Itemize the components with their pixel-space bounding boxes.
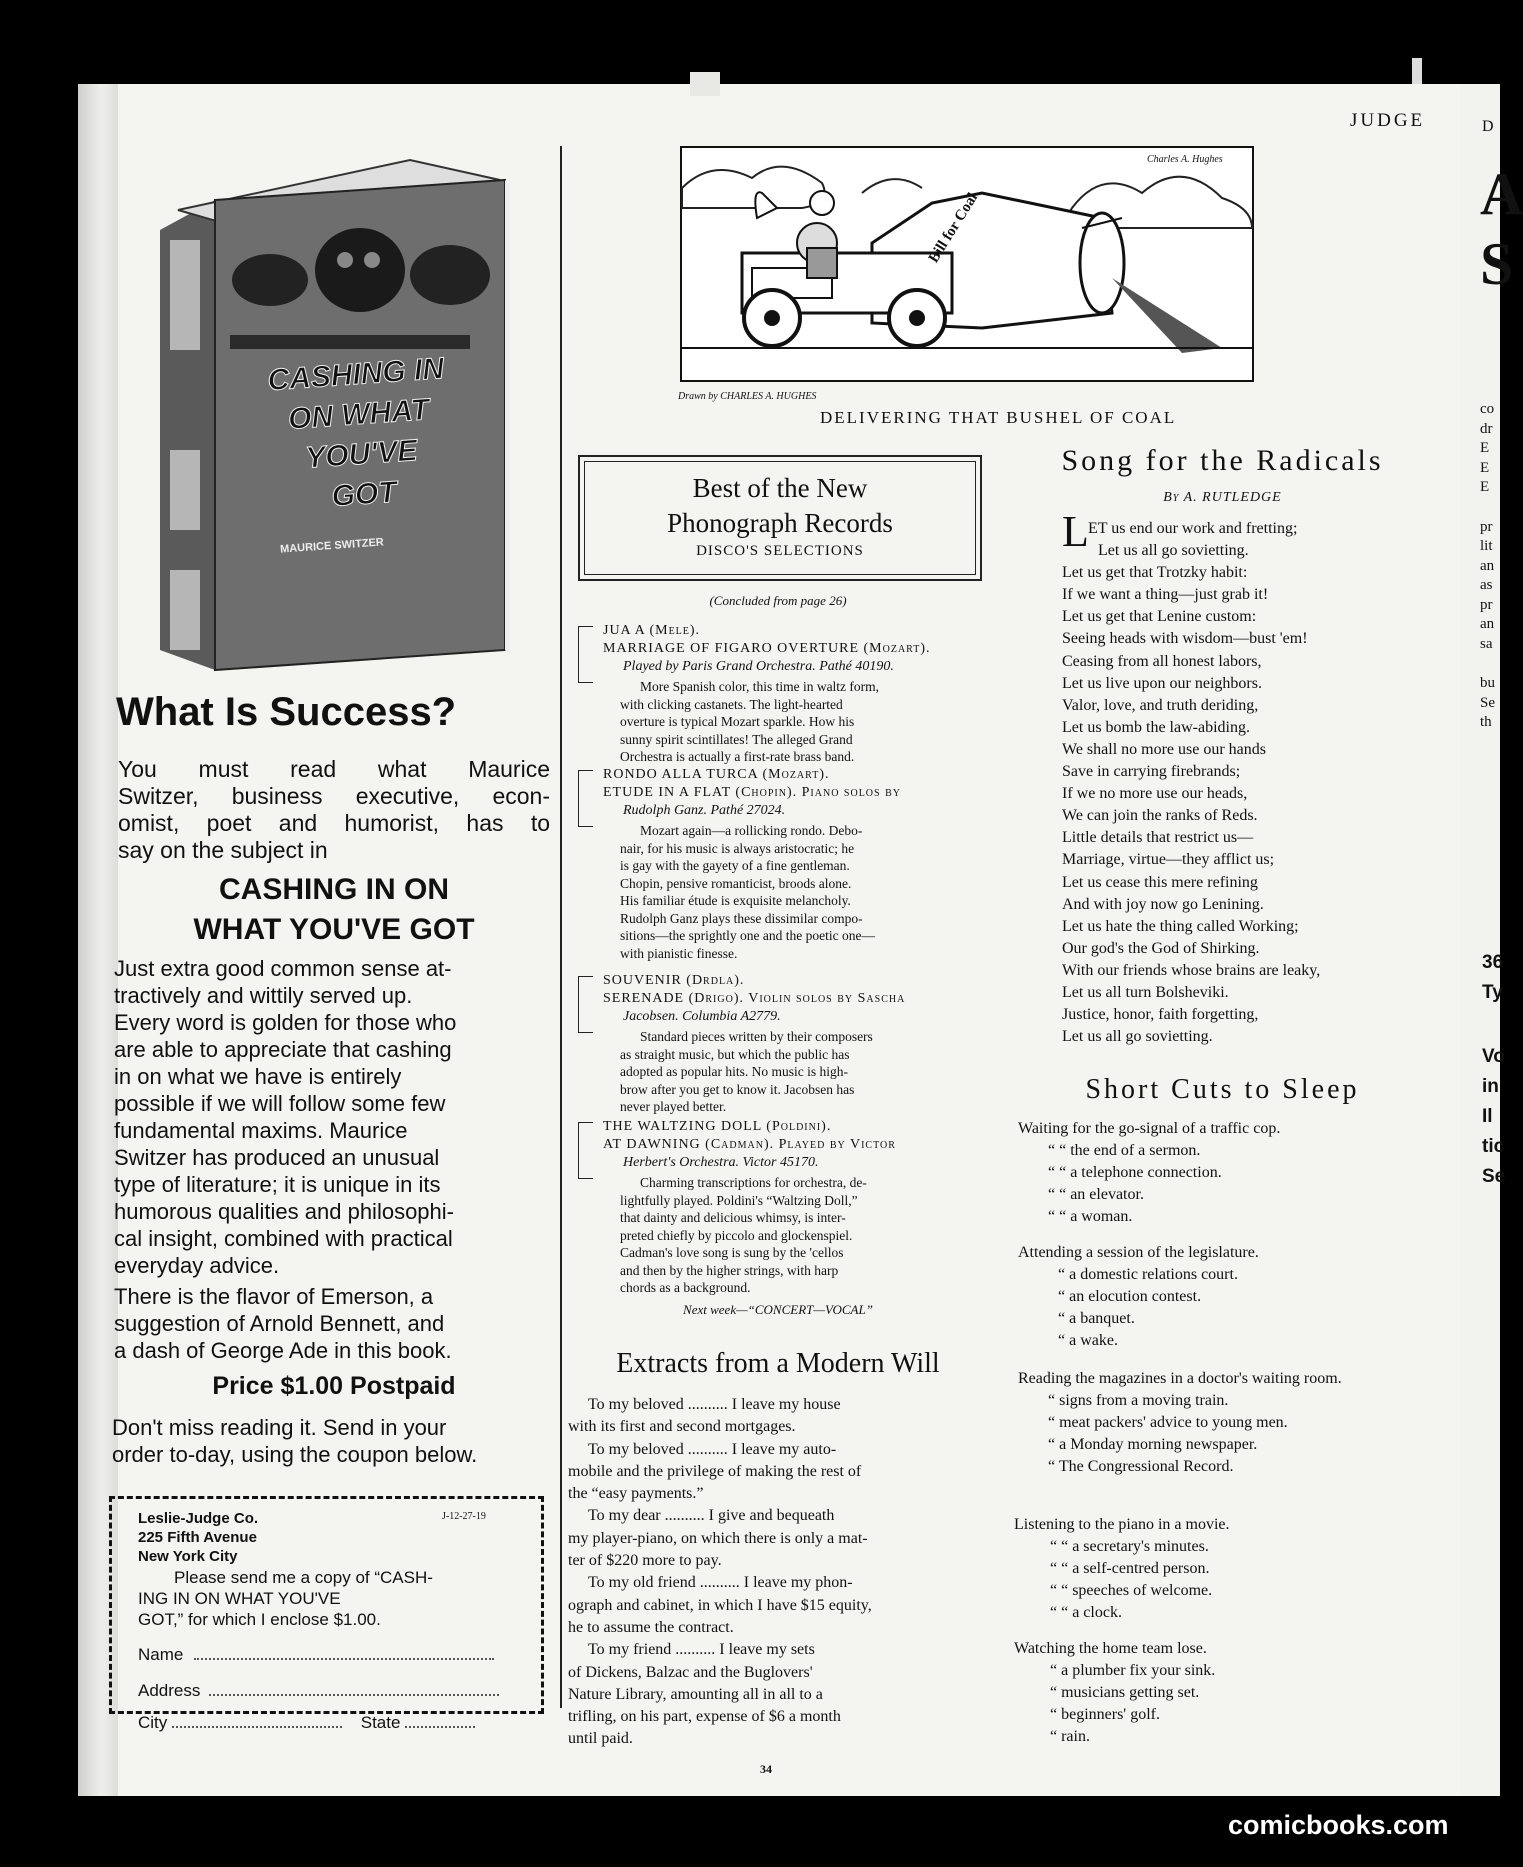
- sack-word: Coal: [951, 190, 982, 225]
- record-review-2: [620, 822, 980, 962]
- coupon-address-label: Address: [138, 1681, 201, 1700]
- ad-intro-line: omist, poet and humorist, has to: [118, 810, 550, 836]
- song-line: Let us hate the thing called Working;: [1062, 917, 1299, 935]
- record-review-line: preted chiefly by piccolo and glockenspiel.: [620, 1227, 853, 1243]
- song-line: Valor, love, and truth deriding,: [1062, 696, 1259, 714]
- sleep-item: “ a banquet.: [1058, 1310, 1135, 1327]
- coupon-company-line: Leslie-Judge Co.: [138, 1510, 259, 1527]
- sleep-item: “ “ a telephone connection.: [1048, 1164, 1222, 1181]
- sleep-item: “ meat packers' advice to young men.: [1048, 1414, 1288, 1431]
- fragment: an: [1480, 616, 1495, 632]
- ad-body-line: type of literature; it is unique in its: [114, 1172, 441, 1197]
- sleep-item: “ a plumber fix your sink.: [1050, 1662, 1216, 1679]
- sleep-item: “ “ speeches of welcome.: [1050, 1582, 1213, 1599]
- song-line: Let us all go sovietting.: [1098, 542, 1249, 560]
- sack-word: for: [939, 218, 964, 244]
- sleep-head: Listening to the piano in a movie.: [1014, 1516, 1230, 1533]
- record-review-line: overture is typical Mozart sparkle. How his: [620, 714, 855, 729]
- coupon-name-field[interactable]: [138, 1645, 528, 1665]
- will-title: Extracts from a Modern Will: [616, 1348, 940, 1379]
- record-listing-line: THE WALTZING DOLL (Poldini).: [603, 1119, 832, 1134]
- song-line: With our friends whose brains are leaky,: [1062, 961, 1321, 979]
- sleep-item: “ an elocution contest.: [1058, 1288, 1202, 1305]
- cartoon-caption: DELIVERING THAT BUSHEL OF COAL: [820, 408, 1177, 427]
- book-cover-title: [235, 347, 486, 523]
- entry-bracket: [578, 1122, 593, 1179]
- cartoon-signature: Charles A. Hughes: [1147, 154, 1223, 165]
- ad-body-2: [114, 1283, 550, 1364]
- book-cover-title-line: YOU'VE: [304, 434, 419, 475]
- will-line: To my beloved .......... I leave my auto-: [588, 1440, 837, 1458]
- sleep-head: Watching the home team lose.: [1014, 1640, 1207, 1657]
- song-line: Let us get that Trotzky habit:: [1062, 564, 1248, 582]
- will-line: the “easy payments.”: [568, 1485, 704, 1503]
- coupon-name-label: Name: [138, 1645, 184, 1664]
- ad-body-line: Switzer has produced an unusual: [114, 1145, 440, 1170]
- fragment: Il: [1482, 1106, 1493, 1127]
- fragment: E: [1480, 440, 1490, 456]
- record-review-line: as straight music, but which the public has: [620, 1046, 850, 1062]
- fragment: E: [1480, 459, 1490, 476]
- ad-body-line: humorous qualities and philosophi-: [114, 1199, 454, 1224]
- coupon-state-label: State: [360, 1713, 401, 1732]
- coupon-company-line: New York City: [138, 1548, 238, 1565]
- coupon-request-line: ING IN ON WHAT YOU'VE: [138, 1589, 341, 1608]
- sleep-item: “ “ a woman.: [1048, 1208, 1133, 1225]
- song-line: Ceasing from all honest labors,: [1062, 652, 1262, 670]
- sleep-head: Waiting for the go-signal of a traffic cop.: [1018, 1120, 1281, 1137]
- sleep-item: “ rain.: [1050, 1728, 1090, 1745]
- sleep-item: “ signs from a moving train.: [1048, 1392, 1229, 1409]
- facing-page-strip: [1460, 84, 1500, 1796]
- ad-body-line: tractively and wittily served up.: [114, 983, 413, 1008]
- ad-cta-line: Don't miss reading it. Send in your: [112, 1415, 447, 1440]
- sleep-item: “ “ a secretary's minutes.: [1050, 1538, 1209, 1555]
- fragment: tic: [1482, 1136, 1505, 1157]
- fragment: co: [1480, 401, 1495, 417]
- records-title-line: Best of the New: [692, 473, 868, 503]
- cartoon-illustration: [680, 146, 1254, 382]
- binder-clip-right: [1412, 58, 1422, 84]
- ad-body-line: in on what we have is entirely: [114, 1064, 402, 1089]
- will-line: To my friend .......... I leave my sets: [588, 1641, 815, 1659]
- ad-book-title-line: CASHING IN ON: [218, 873, 449, 906]
- ad-call-to-action: [112, 1414, 550, 1468]
- record-review-line: chords as a background.: [620, 1280, 751, 1295]
- record-listing-line: RONDO ALLA TURCA (Mozart).: [603, 767, 830, 782]
- song-line: Let us all go sovietting.: [1062, 1028, 1213, 1046]
- sleep-title: Short Cuts to Sleep: [1085, 1074, 1360, 1105]
- record-listing-line: MARRIAGE OF FIGARO OVERTURE (Mozart).: [603, 641, 931, 656]
- sleep-group-2: [1018, 1242, 1438, 1352]
- fragment: Se: [1480, 694, 1495, 711]
- entry-bracket: [578, 976, 593, 1033]
- record-review-line: that dainty and delicious whimsy, is inter-: [620, 1210, 846, 1225]
- record-review-line: brow after you get to know it. Jacobsen has: [620, 1081, 855, 1097]
- record-review-line: is gay with the gayety of a fine gentleman.: [620, 858, 850, 873]
- coal-truck-drawing: [682, 148, 1252, 380]
- record-review-line: adopted as popular hits. No music is high-: [620, 1064, 848, 1079]
- song-line: Our god's the God of Shirking.: [1062, 939, 1260, 957]
- ad-intro-line: Switzer, business executive, econ-: [118, 783, 550, 809]
- record-entry-1: [603, 622, 981, 676]
- record-review-line: sitions—the sprightly one and the poetic one—: [620, 928, 875, 943]
- ad-body-line: Every word is golden for those who: [114, 1010, 457, 1035]
- ad-body-line: a dash of George Ade in this book.: [114, 1338, 452, 1363]
- song-line: Let us live upon our neighbors.: [1062, 674, 1262, 692]
- record-review-line: with pianistic finesse.: [620, 945, 738, 961]
- will-line: he to assume the contract.: [568, 1618, 734, 1636]
- record-review-line: with clicking castanets. The light-hearted: [620, 696, 843, 712]
- record-listing-line: JUA A (Mele).: [603, 623, 701, 638]
- sleep-item: “ a wake.: [1058, 1332, 1118, 1349]
- will-body: [568, 1394, 973, 1751]
- will-line: trifling, on his part, expense of $6 a month: [568, 1708, 841, 1726]
- fragment: as: [1480, 577, 1493, 593]
- sleep-item: “ “ a self-centred person.: [1050, 1560, 1210, 1577]
- song-line: Little details that restrict us—: [1062, 829, 1254, 847]
- ad-body-1: [114, 955, 550, 1279]
- book-cover-author: MAURICE SWITZER: [279, 536, 385, 556]
- song-line: We shall no more use our hands: [1062, 740, 1266, 758]
- song-line: We can join the ranks of Reds.: [1062, 807, 1258, 825]
- coupon-company-line: 225 Fifth Avenue: [138, 1529, 257, 1546]
- right-page-text-fragments: [1480, 400, 1495, 733]
- will-line: To my old friend .......... I leave my phon-: [588, 1574, 853, 1592]
- fragment: in: [1482, 1076, 1499, 1097]
- sleep-item: “ a Monday morning newspaper.: [1048, 1436, 1258, 1453]
- ad-book-title: [118, 870, 550, 950]
- song-line: Let us bomb the law-abiding.: [1062, 718, 1250, 736]
- sleep-item: “ musicians getting set.: [1050, 1684, 1200, 1701]
- cartoon-credit: Drawn by CHARLES A. HUGHES: [678, 391, 817, 402]
- song-line: If we want a thing—just grab it!: [1062, 586, 1269, 604]
- record-review-line: More Spanish color, this time in waltz form,: [640, 679, 880, 694]
- ad-price: Price $1.00 Postpaid: [212, 1372, 456, 1400]
- record-review-line: Orchestra is actually a first-rate brass band.: [620, 749, 855, 764]
- column-divider-left: [560, 146, 562, 1708]
- ad-intro-line: You must read what Maurice: [118, 756, 550, 782]
- records-next-week: Next week—“CONCERT—VOCAL”: [683, 1302, 873, 1317]
- record-review-4: [620, 1174, 980, 1297]
- record-listing-line: Jacobsen. Columbia A2779.: [623, 1009, 781, 1024]
- book-illustration: [160, 150, 510, 670]
- record-listing-line: Played by Paris Grand Orchestra. Pathé 40190.: [623, 659, 894, 674]
- record-review-line: nair, for his music is always aristocratic; he: [620, 840, 855, 856]
- coupon-request-line: GOT,” for which I enclose $1.00.: [138, 1610, 381, 1629]
- song-byline: By A. RUTLEDGE: [1163, 490, 1282, 505]
- records-concluded-note: (Concluded from page 26): [709, 593, 847, 608]
- book-cover-title-line: CASHING IN: [266, 352, 446, 398]
- book-cover-title-line: ON WHAT: [287, 393, 431, 436]
- ad-body-line: possible if we will follow some few: [114, 1091, 446, 1116]
- fragment: bu: [1480, 675, 1495, 691]
- song-line: If we no more use our heads,: [1062, 785, 1248, 803]
- coupon-request-line: Please send me a copy of “CASH-: [174, 1568, 433, 1587]
- sleep-item: “ “ a clock.: [1050, 1604, 1122, 1621]
- fragment: dr: [1480, 420, 1493, 437]
- will-line: ter of $220 more to pay.: [568, 1552, 722, 1570]
- right-page-big-letter-2: S: [1480, 231, 1514, 297]
- records-title: [580, 471, 980, 541]
- ad-body-line: Just extra good common sense at-: [114, 956, 452, 981]
- fragment: lit: [1480, 538, 1493, 554]
- song-body: [1062, 518, 1442, 1048]
- song-title: Song for the Radicals: [1061, 444, 1384, 477]
- book-cover-title-line: GOT: [330, 475, 398, 514]
- binder-clip: [690, 72, 720, 96]
- record-review-line: Standard pieces written by their composers: [640, 1029, 873, 1044]
- ad-intro-line: say on the subject in: [118, 837, 328, 863]
- sleep-item: “ The Congressional Record.: [1048, 1458, 1234, 1475]
- coupon-company: [138, 1509, 258, 1566]
- record-listing-line: SOUVENIR (Drdla).: [603, 973, 745, 988]
- song-line: Let us get that Lenine custom:: [1062, 608, 1257, 626]
- sleep-item: “ “ an elevator.: [1048, 1186, 1144, 1203]
- coupon-request: [138, 1567, 528, 1630]
- record-review-1: [620, 678, 980, 766]
- record-listing-line: SERENADE (Drigo). Violin solos by Sascha: [603, 991, 906, 1006]
- record-entry-4: [603, 1118, 981, 1172]
- fragment: pr: [1480, 518, 1493, 535]
- will-line: my player-piano, on which there is only a mat-: [568, 1529, 868, 1547]
- ad-intro: [118, 756, 550, 864]
- song-line: And with joy now go Lenining.: [1062, 895, 1264, 913]
- song-line: Let us cease this mere refining: [1062, 873, 1258, 891]
- record-review-line: Chopin, pensive romanticist, broods alone.: [620, 875, 852, 891]
- record-review-line: Cadman's love song is sung by the 'cellos: [620, 1245, 844, 1260]
- sleep-head: Reading the magazines in a doctor's waiting room.: [1018, 1370, 1342, 1387]
- ad-body-line: cal insight, combined with practical: [114, 1226, 453, 1251]
- right-page-ad-fragments: [1482, 948, 1505, 1192]
- right-page-fragment-top: D: [1482, 118, 1494, 135]
- ad-body-line: are able to appreciate that cashing: [114, 1037, 452, 1062]
- fragment: Se: [1482, 1166, 1506, 1187]
- fragment: Ty: [1482, 982, 1503, 1003]
- page-number: 34: [760, 1762, 772, 1776]
- ad-body-line: suggestion of Arnold Bennett, and: [114, 1311, 445, 1336]
- coupon-address-field[interactable]: [138, 1681, 528, 1701]
- ad-body-line: everyday advice.: [114, 1253, 280, 1278]
- will-line: until paid.: [568, 1730, 633, 1748]
- fragment: E: [1480, 479, 1490, 495]
- records-subtitle: DISCO'S SELECTIONS: [696, 543, 864, 559]
- sleep-item: “ beginners' golf.: [1050, 1706, 1160, 1723]
- record-entry-3: [603, 972, 981, 1026]
- sleep-group-4: [1014, 1514, 1434, 1624]
- song-line: ET us end our work and fretting;: [1088, 520, 1298, 537]
- record-review-3: [620, 1028, 980, 1116]
- coupon-city-label: City: [138, 1713, 168, 1732]
- song-line: Save in carrying firebrands;: [1062, 763, 1241, 781]
- ad-cta-line: order to-day, using the coupon below.: [112, 1442, 478, 1467]
- records-title-box: [578, 455, 982, 581]
- will-line: of Dickens, Balzac and the Buglovers': [568, 1663, 813, 1681]
- watermark-link[interactable]: comicbooks.com: [1228, 1810, 1449, 1840]
- will-line: Nature Library, amounting all in all to a: [568, 1685, 823, 1703]
- ad-body-line: There is the flavor of Emerson, a: [114, 1284, 434, 1309]
- sleep-group-1: [1018, 1118, 1438, 1228]
- entry-bracket: [578, 770, 593, 827]
- sack-word: Bill: [925, 238, 952, 266]
- coupon-code: J-12-27-19: [442, 1511, 486, 1522]
- sleep-item: “ a domestic relations court.: [1058, 1266, 1238, 1283]
- record-listing-line: Herbert's Orchestra. Victor 45170.: [623, 1155, 819, 1170]
- record-review-line: lightfully played. Poldini's “Waltzing Doll,”: [620, 1192, 858, 1208]
- ad-headline: What Is Success?: [116, 690, 457, 734]
- will-line: To my dear .......... I give and bequeath: [588, 1507, 835, 1525]
- sleep-group-3: [1018, 1368, 1418, 1478]
- record-listing-line: Rudolph Ganz. Pathé 27024.: [623, 803, 786, 818]
- fragment: th: [1480, 714, 1492, 730]
- song-line: Marriage, virtue—they afflict us;: [1062, 851, 1275, 869]
- record-review-line: and then by the higher strings, with harp: [620, 1262, 839, 1278]
- record-review-line: Charming transcriptions for orchestra, de-: [640, 1175, 867, 1190]
- song-line: Let us all turn Bolsheviki.: [1062, 983, 1229, 1001]
- fragment: Vo: [1482, 1046, 1505, 1067]
- will-line: To my beloved .......... I leave my house: [588, 1396, 841, 1413]
- right-page-big-letter-1: A: [1480, 161, 1523, 227]
- magazine-name: JUDGE: [1350, 110, 1426, 131]
- records-title-line: Phonograph Records: [667, 508, 893, 538]
- ad-book-title-line: WHAT YOU'VE GOT: [193, 913, 475, 946]
- record-review-line: His familiar étude is exquisite melancholy.: [620, 893, 851, 908]
- fragment: 36: [1482, 952, 1504, 973]
- will-line: ograph and cabinet, in which I have $15 equity,: [568, 1596, 872, 1614]
- song-drop-cap: L: [1062, 507, 1089, 556]
- ad-body-line: fundamental maxims. Maurice: [114, 1118, 408, 1143]
- fragment: an: [1480, 557, 1495, 574]
- will-line: mobile and the privilege of making the rest of: [568, 1462, 862, 1480]
- sleep-group-5: [1014, 1638, 1434, 1748]
- record-review-line: never played better.: [620, 1099, 727, 1114]
- fragment: pr: [1480, 596, 1493, 613]
- record-entry-2: [603, 766, 981, 820]
- order-coupon[interactable]: [109, 1496, 544, 1732]
- coupon-city-state-field[interactable]: [138, 1713, 538, 1733]
- will-line: with its first and second mortgages.: [568, 1418, 796, 1436]
- record-review-line: sunny spirit scintillates! The alleged Grand: [620, 731, 853, 747]
- record-review-line: Mozart again—a rollicking rondo. Debo-: [640, 823, 863, 838]
- record-listing-line: AT DAWNING (Cadman). Played by Victor: [603, 1137, 896, 1152]
- song-line: Seeing heads with wisdom—bust 'em!: [1062, 630, 1308, 648]
- sleep-head: Attending a session of the legislature.: [1018, 1244, 1259, 1261]
- entry-bracket: [578, 626, 593, 683]
- song-line: Justice, honor, faith forgetting,: [1062, 1006, 1259, 1024]
- record-listing-line: ETUDE IN A FLAT (Chopin). Piano solos by: [603, 785, 901, 800]
- sleep-item: “ “ the end of a sermon.: [1048, 1142, 1201, 1159]
- record-review-line: Rudolph Ganz plays these dissimilar compo-: [620, 910, 863, 926]
- fragment: sa: [1480, 635, 1493, 652]
